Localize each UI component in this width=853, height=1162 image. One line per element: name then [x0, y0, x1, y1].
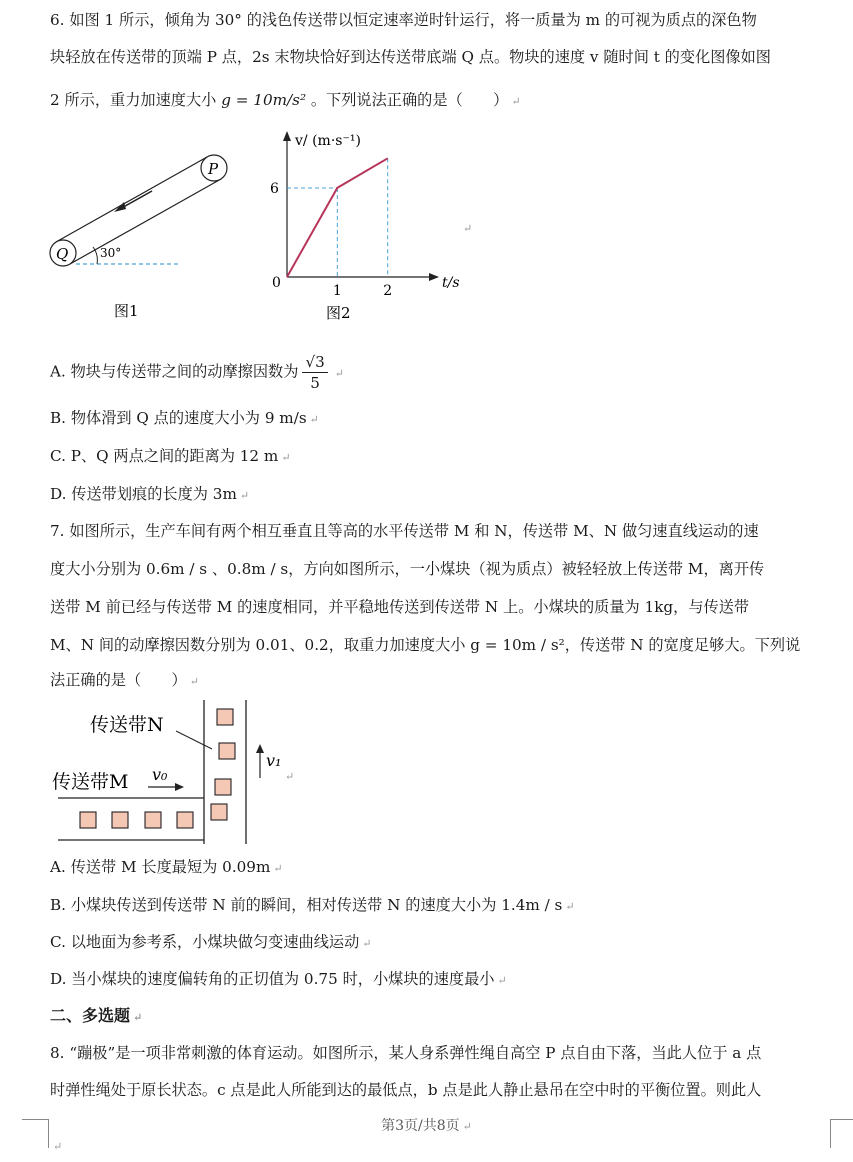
q6-option-a [50, 352, 344, 393]
q7-option-a [50, 857, 283, 879]
paragraph-mark-icon: ↵ [463, 222, 473, 235]
figure1-caption: 图1 [114, 302, 139, 320]
q8-line2: 时弹性绳处于原长状态。c 点是此人所能到达的最低点，b 点是此人静止悬吊在空中时的平衡位置。则此人 [50, 1081, 762, 1099]
q6-line1: 6. 如图 1 所示，倾角为 30° 的浅色传送带以恒定速率逆时针运行，将一质量为 m 的可视为质点的深色物 [50, 11, 757, 29]
q6-option-b [50, 408, 319, 430]
q6-option-c [50, 446, 291, 468]
coal-block [219, 743, 235, 759]
coal-block [177, 812, 193, 828]
belt-m-label: 传送带M [52, 771, 129, 793]
paragraph-mark-icon: ↵ [285, 770, 295, 783]
x-tick-1: 1 [332, 283, 342, 299]
paragraph-mark-icon: ↵ [309, 413, 319, 426]
q7-line2: 度大小分别为 0.6m / s 、0.8m / s，方向如图所示，一小煤块（视为质点）被轻轻放上传送带 M，离开传 [50, 560, 765, 578]
q7-line5-text: 法正确的是（ ） [50, 671, 187, 689]
coal-block [211, 804, 227, 820]
v1-label: v₁ [266, 751, 282, 770]
q8-line1: 8. “蹦极”是一项非常刺激的体育运动。如图所示，某人身系弹性绳自高空 P 点自由下落，当此人位于 a 点 [50, 1044, 762, 1062]
figure1-conveyor [40, 148, 240, 328]
belt-n-label: 传送带N [90, 714, 164, 736]
q6-line3 [50, 90, 521, 112]
gravity-equation: g = 10m/s² [221, 91, 307, 109]
q7-option-c-text: C. 以地面为参考系，小煤块做匀变速曲线运动 [50, 933, 360, 951]
paragraph-mark-icon: ↵ [362, 937, 372, 950]
belt-n-pointer [176, 731, 212, 749]
section-heading [50, 1006, 142, 1028]
label-q: Q [56, 245, 69, 263]
q6-line3-a: 2 所示，重力加速度大小 [50, 91, 222, 109]
paragraph-mark-icon: ↵ [53, 1140, 63, 1153]
coal-block [145, 812, 161, 828]
label-p: P [208, 160, 219, 178]
q6-option-b-text: B. 物体滑到 Q 点的速度大小为 9 m/s [50, 409, 307, 427]
q6-line3-b: 。下列说法正确的是（ ） [306, 91, 509, 109]
page-number [0, 1115, 853, 1135]
origin-label: 0 [272, 275, 281, 291]
y-tick-6: 6 [270, 180, 279, 197]
paragraph-mark-icon: ↵ [239, 489, 250, 502]
fraction-numerator: √3 [302, 352, 327, 373]
paragraph-mark-icon: ↵ [565, 900, 575, 913]
q6-option-d-text: D. 传送带划痕的长度为 3m [50, 485, 237, 503]
paragraph-mark-icon: ↵ [189, 675, 199, 688]
q7-option-d-text: D. 当小煤块的速度偏转角的正切值为 0.75 时，小煤块的速度最小 [50, 970, 495, 988]
q7-line3: 送带 M 前已经与传送带 M 的速度相同，并平稳地传送到传送带 N 上。小煤块的质量为 1kg，与传送带 [50, 598, 750, 616]
angle-label: 30° [100, 246, 122, 260]
v0-label: v₀ [152, 765, 168, 784]
q7-option-b [50, 895, 575, 917]
paragraph-mark-icon: ↵ [462, 1120, 472, 1133]
figure2-caption: 图2 [326, 304, 351, 322]
paragraph-mark-icon: ↵ [281, 451, 291, 464]
q7-option-a-text: A. 传送带 M 长度最短为 0.09m [50, 858, 271, 876]
q6-option-d [50, 484, 249, 506]
x-tick-2: 2 [383, 283, 393, 299]
coal-block [112, 812, 128, 828]
q6-option-c-text: C. P、Q 两点之间的距离为 12 m [50, 447, 279, 465]
paragraph-mark-icon: ↵ [497, 974, 507, 987]
paragraph-mark-icon: ↵ [511, 95, 521, 108]
x-axis-label: t/s [442, 275, 460, 291]
fraction [302, 352, 327, 393]
coal-block [217, 709, 233, 725]
q7-line4: M、N 间的动摩擦因数分别为 0.01、0.2，取重力加速度大小 g = 10m / s²，传送带 N 的宽度足够大。下列说 [50, 636, 801, 654]
paragraph-mark-icon: ↵ [133, 1011, 143, 1024]
q7-option-d [50, 969, 507, 991]
q7-line1: 7. 如图所示，生产车间有两个相互垂直且等高的水平传送带 M 和 N，传送带 M、N 做匀速直线运动的速 [50, 522, 759, 540]
page-number-text: 第3页/共8页 [381, 1118, 460, 1134]
paragraph-mark-icon: ↵ [334, 366, 344, 380]
x-axis-arrow [429, 273, 439, 281]
q7-line5 [50, 670, 199, 692]
v1-arrow-head [256, 744, 264, 753]
q6-line2: 块轻放在传送带的顶端 P 点，2s 末物块恰好到达传送带底端 Q 点。物块的速度 v 随时间 t 的变化图像如图 [50, 48, 771, 66]
v0-arrow-head [175, 783, 184, 791]
q6-option-a-text: A. 物块与传送带之间的动摩擦因数为 [50, 362, 299, 381]
figure2-vt-chart [258, 122, 478, 327]
coal-block [80, 812, 96, 828]
figure-conveyors-mn [48, 700, 298, 850]
coal-block [215, 779, 231, 795]
q7-option-c [50, 932, 372, 954]
fraction-denominator: 5 [310, 374, 320, 392]
q7-option-b-text: B. 小煤块传送到传送带 N 前的瞬间，相对传送带 N 的速度大小为 1.4m / s [50, 896, 563, 914]
y-axis-arrow [283, 131, 291, 141]
paragraph-mark-icon: ↵ [273, 862, 283, 875]
section-heading-text: 二、多选题 [50, 1006, 131, 1025]
y-axis-label: v/ (m·s⁻¹) [295, 133, 361, 149]
motion-arrow-head [114, 202, 126, 212]
